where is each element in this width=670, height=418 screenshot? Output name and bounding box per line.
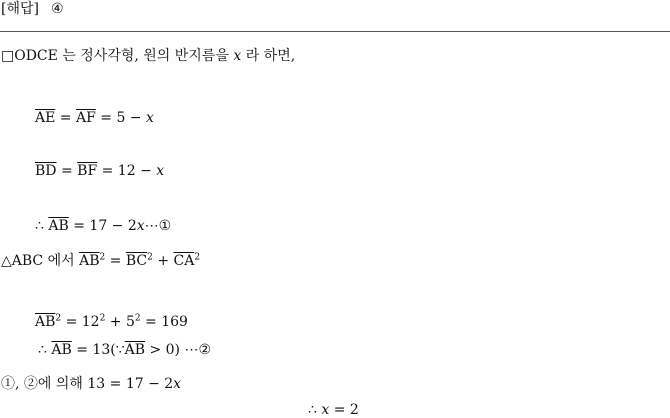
answer-header bbox=[1, 1, 64, 17]
equation-ab: ∴ $\overline{AB} = 17$ − 2x⋯① bbox=[35, 218, 172, 234]
triangle-statement: △ABC 에서 $\overline{AB}^2 = \overline{BC}^2 + \overline{CA}^2$ bbox=[1, 252, 201, 269]
divider bbox=[0, 31, 670, 32]
intro-text: □ODCE 는 정사각형, 원의 반지름을 x 라 하면, bbox=[1, 48, 296, 64]
final-answer: ∴ x = 2 bbox=[308, 402, 359, 418]
equation-bd: $\overline{BD} = \overline{BF} = 12 - x$ bbox=[35, 163, 165, 179]
equation-ab-13: ∴ $\overline{AB}$ = $13(\because\overline{AB} > 0)$ ⋯② bbox=[38, 342, 212, 358]
conclusion: ①, ②에 의해 13 = 17 − 2x bbox=[1, 376, 182, 392]
variable-x: x bbox=[233, 48, 242, 64]
answer-label: [해답] bbox=[1, 1, 39, 17]
equation-ae: $\overline{AE} = \overline{AF} = 5 - x$ bbox=[35, 110, 154, 126]
answer-choice: ④ bbox=[50, 1, 64, 17]
equation-ab-squared: $\overline{AB}^2 = 12^2 + 5^2 = 169$ bbox=[35, 313, 188, 330]
